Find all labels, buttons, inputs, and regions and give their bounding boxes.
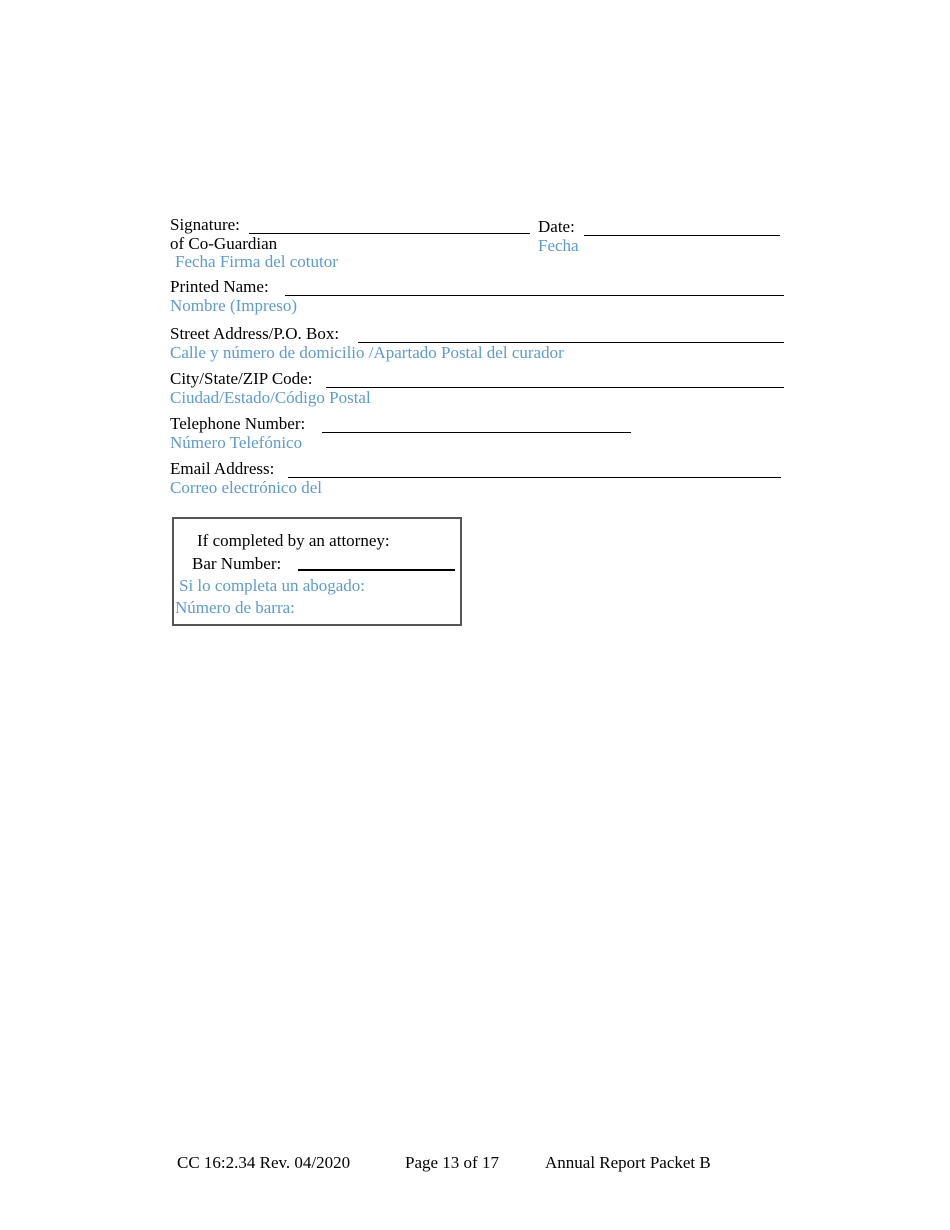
city-state-zip-label: City/State/ZIP Code: xyxy=(170,369,313,388)
telephone-label: Telephone Number: xyxy=(170,414,306,433)
street-address-label: Street Address/P.O. Box: xyxy=(170,324,340,343)
street-address-label-es: Calle y número de domicilio /Apartado Postal del curador xyxy=(170,343,564,362)
bar-number-label: Bar Number: xyxy=(192,554,282,573)
printed-name-label: Printed Name: xyxy=(170,277,269,296)
date-label: Date: xyxy=(538,217,575,236)
footer-packet-name: Annual Report Packet B xyxy=(545,1153,711,1172)
email-field[interactable] xyxy=(288,477,781,478)
city-state-zip-field[interactable] xyxy=(326,387,784,388)
email-label-es: Correo electrónico del xyxy=(170,478,322,497)
bar-number-label-es: Número de barra: xyxy=(175,598,295,617)
signature-label-line2: of Co-Guardian xyxy=(170,234,278,253)
attorney-heading: If completed by an attorney: xyxy=(197,531,390,550)
signature-label: Signature: xyxy=(170,215,240,234)
footer-form-id: CC 16:2.34 Rev. 04/2020 xyxy=(177,1153,351,1172)
attorney-heading-es: Si lo completa un abogado: xyxy=(179,576,366,595)
signature-field[interactable] xyxy=(249,233,530,234)
date-label-es: Fecha xyxy=(538,236,579,255)
email-label: Email Address: xyxy=(170,459,275,478)
footer-page-number: Page 13 of 17 xyxy=(405,1153,499,1172)
telephone-field[interactable] xyxy=(322,432,631,433)
signature-label-es: Fecha Firma del cotutor xyxy=(175,252,338,271)
telephone-label-es: Número Telefónico xyxy=(170,433,303,452)
printed-name-field[interactable] xyxy=(285,295,784,296)
printed-name-label-es: Nombre (Impreso) xyxy=(170,296,297,315)
date-field[interactable] xyxy=(584,235,780,236)
bar-number-field[interactable] xyxy=(298,569,455,571)
city-state-zip-label-es: Ciudad/Estado/Código Postal xyxy=(170,388,371,407)
